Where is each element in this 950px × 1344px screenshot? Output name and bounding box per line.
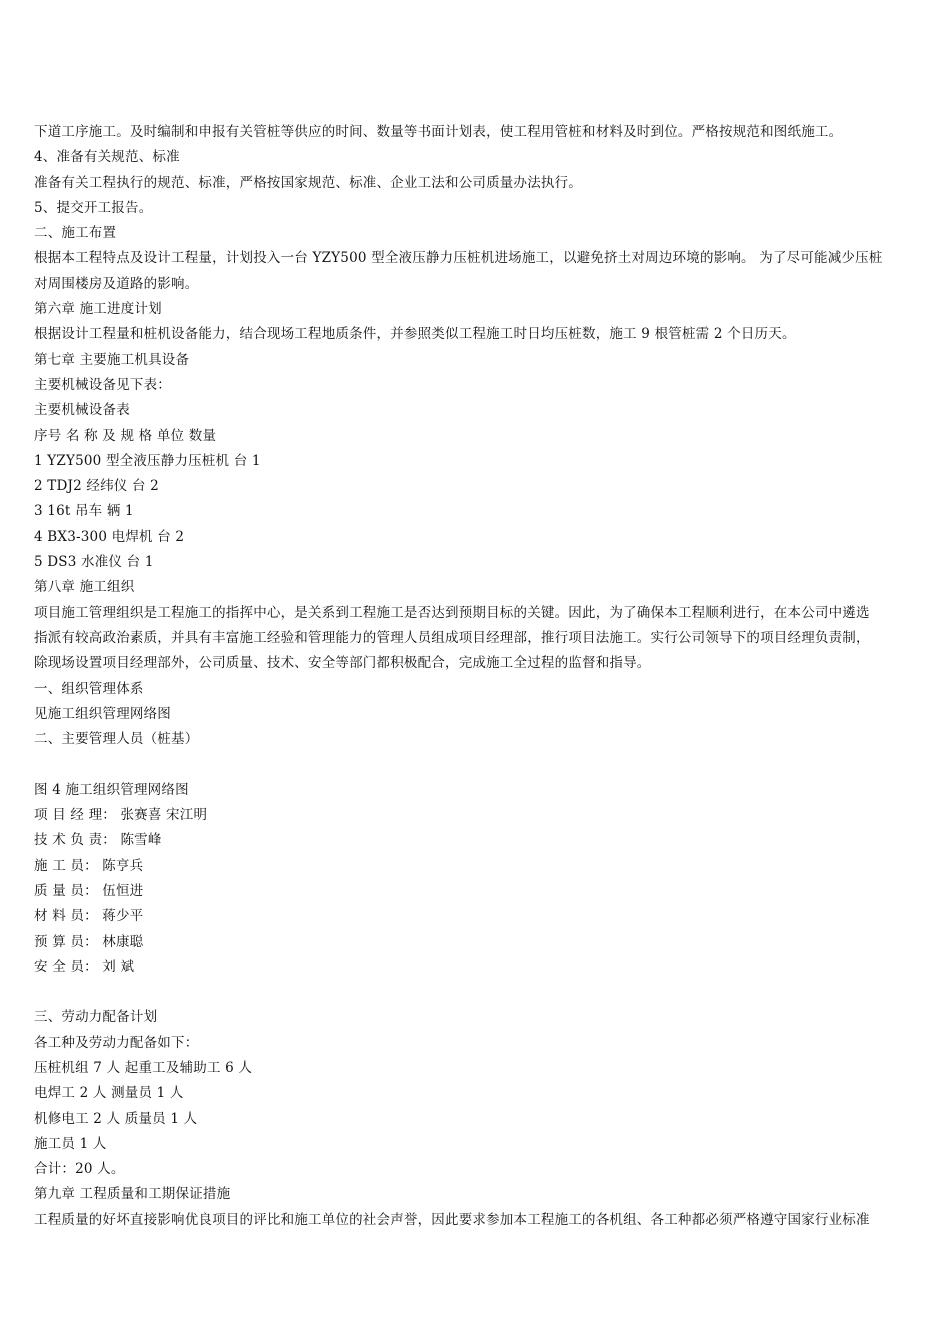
text-line: 主要机械设备见下表： <box>34 376 171 393</box>
staff-entry: 技 术 负 责： 陈雪峰 <box>34 832 162 849</box>
staff-entry: 材 料 员： 蒋少平 <box>34 908 144 925</box>
blank-line <box>34 980 914 1005</box>
labor-entry: 机修电工 2 人 质量员 1 人 <box>34 1110 198 1127</box>
chapter-heading: 第六章 施工进度计划 <box>34 301 162 318</box>
text-line: 除现场设置项目经理部外，公司质量、技术、安全等部门都积极配合，完成施工全过程的监督和指导。 <box>34 655 651 672</box>
document-body <box>34 120 914 1233</box>
table-row: 4 BX3-300 电焊机 台 2 <box>34 528 185 545</box>
labor-entry: 施工员 1 人 <box>34 1135 107 1152</box>
table-row: 3 16t 吊车 辆 1 <box>34 503 134 520</box>
text-line: 根据本工程特点及设计工程量，计划投入一台 YZY500 型全液压静力压桩机进场施工，以避免挤土对周边环境的影响。 为了尽可能减少压桩 <box>34 250 883 267</box>
labor-entry: 压桩机组 7 人 起重工及辅助工 6 人 <box>34 1059 253 1076</box>
section-heading: 二、主要管理人员（桩基） <box>34 731 199 748</box>
labor-total: 合计：20 人。 <box>34 1161 125 1178</box>
chapter-heading: 第七章 主要施工机具设备 <box>34 351 190 368</box>
section-heading: 5、提交开工报告。 <box>34 199 153 216</box>
text-line: 见施工组织管理网络图 <box>34 705 171 722</box>
text-line: 准备有关工程执行的规范、标准，严格按国家规范、标准、企业工法和公司质量办法执行。 <box>34 174 582 191</box>
section-heading: 三、劳动力配备计划 <box>34 1009 158 1026</box>
table-row: 2 TDJ2 经纬仪 台 2 <box>34 478 159 495</box>
staff-entry: 预 算 员： 林康聪 <box>34 933 144 950</box>
text-line: 下道工序施工。及时编制和申报有关管桩等供应的时间、数量等书面计划表，使工程用管桩和材料及时到位。严格按规范和图纸施工。 <box>34 124 843 140</box>
text-line: 根据设计工程量和桩机设备能力，结合现场工程地质条件，并参照类似工程施工时日均压桩数，施工 9 根管桩需 2 个日历天。 <box>34 326 796 343</box>
section-heading: 4、准备有关规范、标准 <box>34 149 180 166</box>
figure-caption: 图 4 施工组织管理网络图 <box>34 781 189 798</box>
section-heading: 二、施工布置 <box>34 225 117 242</box>
blank-line <box>34 752 914 777</box>
table-row: 1 YZY500 型全液压静力压桩机 台 1 <box>34 452 261 469</box>
section-heading: 一、组织管理体系 <box>34 680 144 697</box>
chapter-heading: 第八章 施工组织 <box>34 579 135 596</box>
text-line: 项目施工管理组织是工程施工的指挥中心，是关系到工程施工是否达到预期目标的关键。因此，为了确保本工程顺利进行，在本公司中遴选 <box>34 604 870 621</box>
labor-entry: 电焊工 2 人 测量员 1 人 <box>34 1085 184 1102</box>
table-row: 5 DS3 水准仪 台 1 <box>34 554 154 571</box>
table-header: 序号 名 称 及 规 格 单位 数量 <box>34 427 217 444</box>
staff-entry: 项 目 经 理： 张赛喜 宋江明 <box>34 807 208 824</box>
staff-entry: 安 全 员： 刘 斌 <box>34 958 135 975</box>
text-line: 对周围楼房及道路的影响。 <box>34 275 199 292</box>
chapter-heading: 第九章 工程质量和工期保证措施 <box>34 1186 231 1203</box>
staff-entry: 质 量 员： 伍恒进 <box>34 882 144 899</box>
staff-entry: 施 工 员： 陈亨兵 <box>34 857 144 874</box>
table-title: 主要机械设备表 <box>34 402 130 419</box>
text-line: 各工种及劳动力配备如下： <box>34 1034 199 1051</box>
text-line: 指派有较高政治素质，并具有丰富施工经验和管理能力的管理人员组成项目经理部，推行项目法施工。实行公司领导下的项目经理负责制， <box>34 629 870 646</box>
text-line: 工程质量的好坏直接影响优良项目的评比和施工单位的社会声誉，因此要求参加本工程施工的各机组、各工种都必须严格遵守国家行业标准 <box>34 1211 870 1228</box>
